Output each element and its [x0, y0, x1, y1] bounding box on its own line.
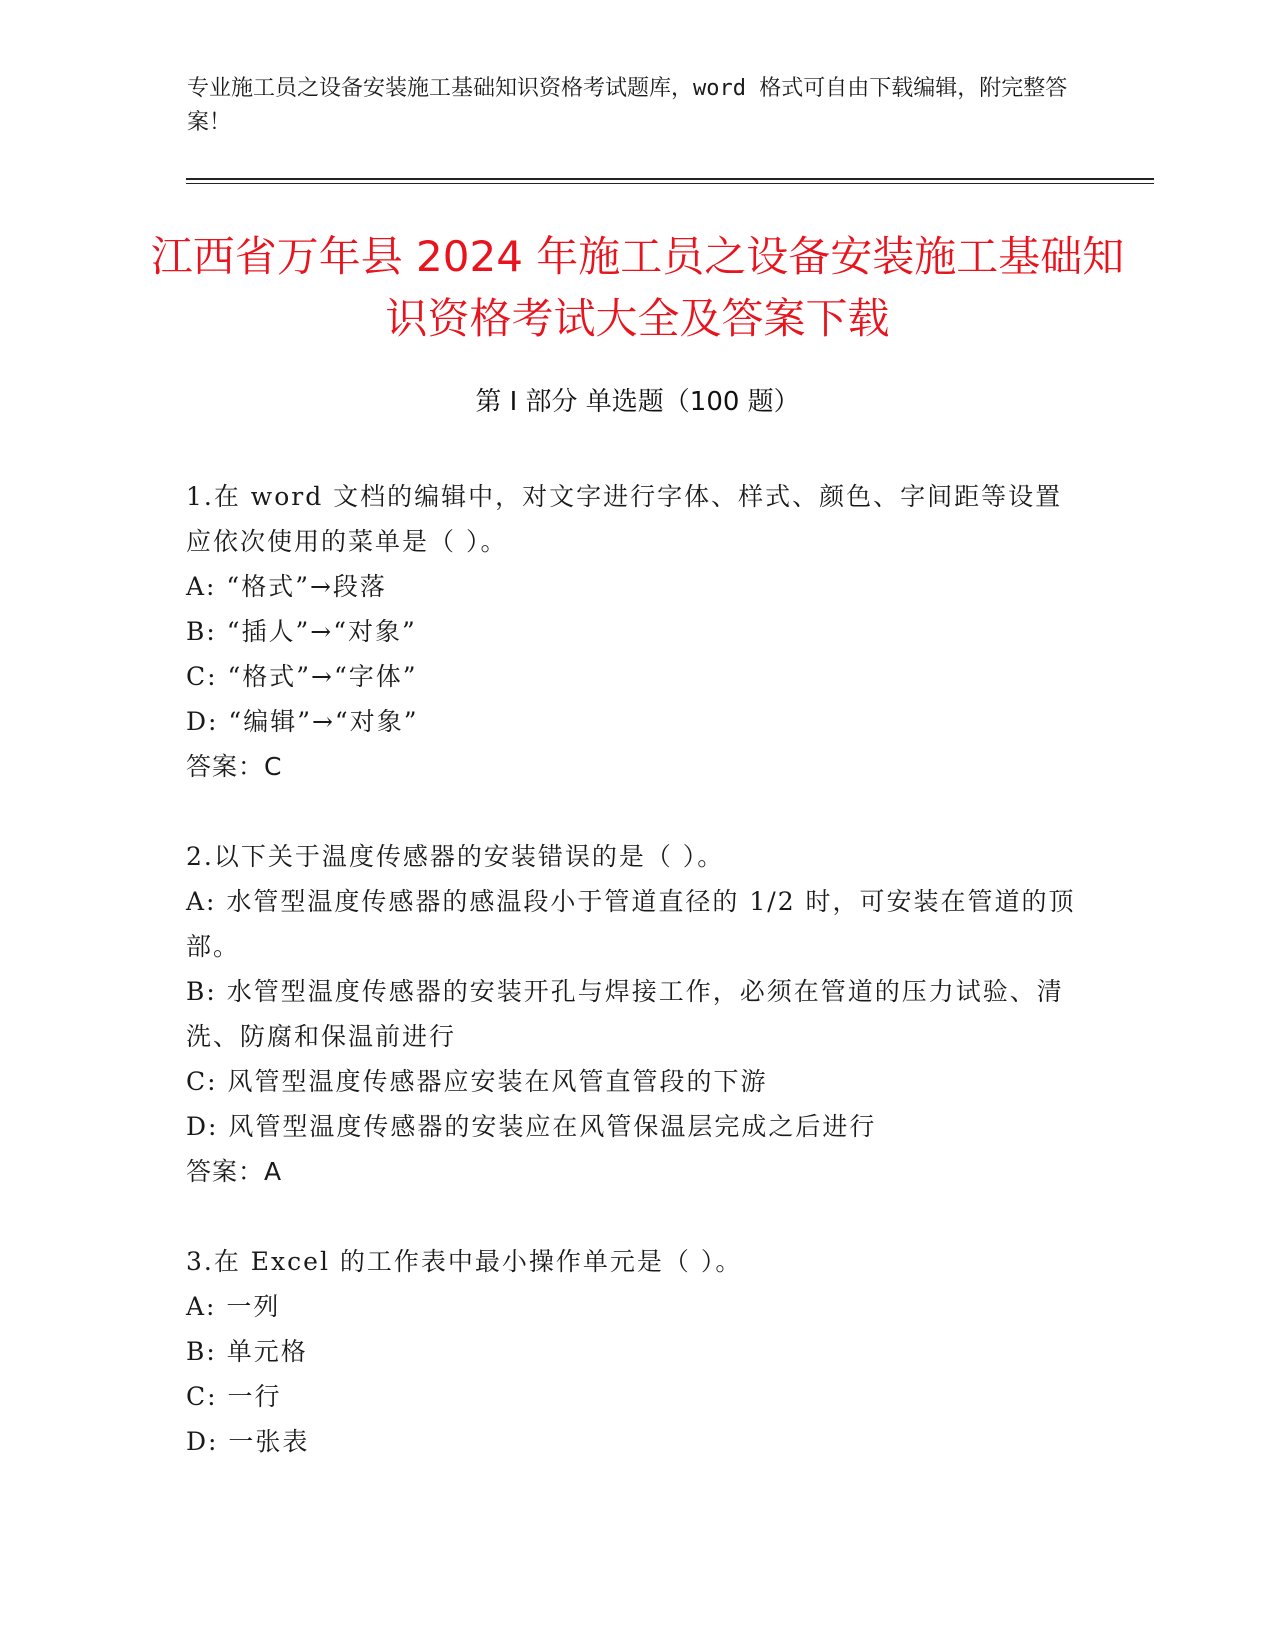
option-a: A: “格式”→段落 — [186, 572, 387, 601]
question-list — [186, 474, 1076, 1509]
section-title: 第 I 部分 单选题（100 题） — [475, 387, 800, 417]
option-d: D: 风管型温度传感器的安装应在风管保温层完成之后进行 — [186, 1112, 877, 1141]
question-3 — [186, 1239, 1076, 1464]
option-a: A: 一列 — [186, 1292, 281, 1321]
header-note: 专业施工员之设备安装施工基础知识资格考试题库，word 格式可自由下载编辑，附完整答案！ — [187, 76, 1068, 135]
question-stem: 2.以下关于温度传感器的安装错误的是（ ）。 — [186, 842, 725, 871]
document-title: 江西省万年县 2024 年施工员之设备安装施工基础知识资格考试大全及答案下载 — [150, 232, 1125, 343]
answer-line: 答案：A — [186, 1157, 283, 1186]
option-d: D: 一张表 — [186, 1427, 310, 1456]
header-divider-thick — [186, 178, 1154, 180]
option-a: A: 水管型温度传感器的感温段小于管道直径的 1/2 时，可安装在管道的顶部。 — [186, 887, 1076, 961]
option-b: B: 水管型温度传感器的安装开孔与焊接工作，必须在管道的压力试验、清洗、防腐和保温前进行 — [186, 977, 1064, 1051]
option-d: D: “编辑”→“对象” — [186, 707, 419, 736]
header-divider-thin — [186, 183, 1154, 184]
question-stem: 1.在 word 文档的编辑中，对文字进行字体、样式、颜色、字间距等设置应依次使用的菜单是（ ）。 — [186, 482, 1063, 556]
question-stem: 3.在 Excel 的工作表中最小操作单元是（ ）。 — [186, 1247, 743, 1276]
option-b: B: 单元格 — [186, 1337, 308, 1366]
question-1 — [186, 474, 1076, 789]
question-2 — [186, 834, 1076, 1194]
option-c: C: 一行 — [186, 1382, 282, 1411]
option-c: C: “格式”→“字体” — [186, 662, 418, 691]
answer-line: 答案：C — [186, 752, 283, 781]
option-c: C: 风管型温度传感器应安装在风管直管段的下游 — [186, 1067, 768, 1096]
option-b: B: “插人”→“对象” — [186, 617, 417, 646]
